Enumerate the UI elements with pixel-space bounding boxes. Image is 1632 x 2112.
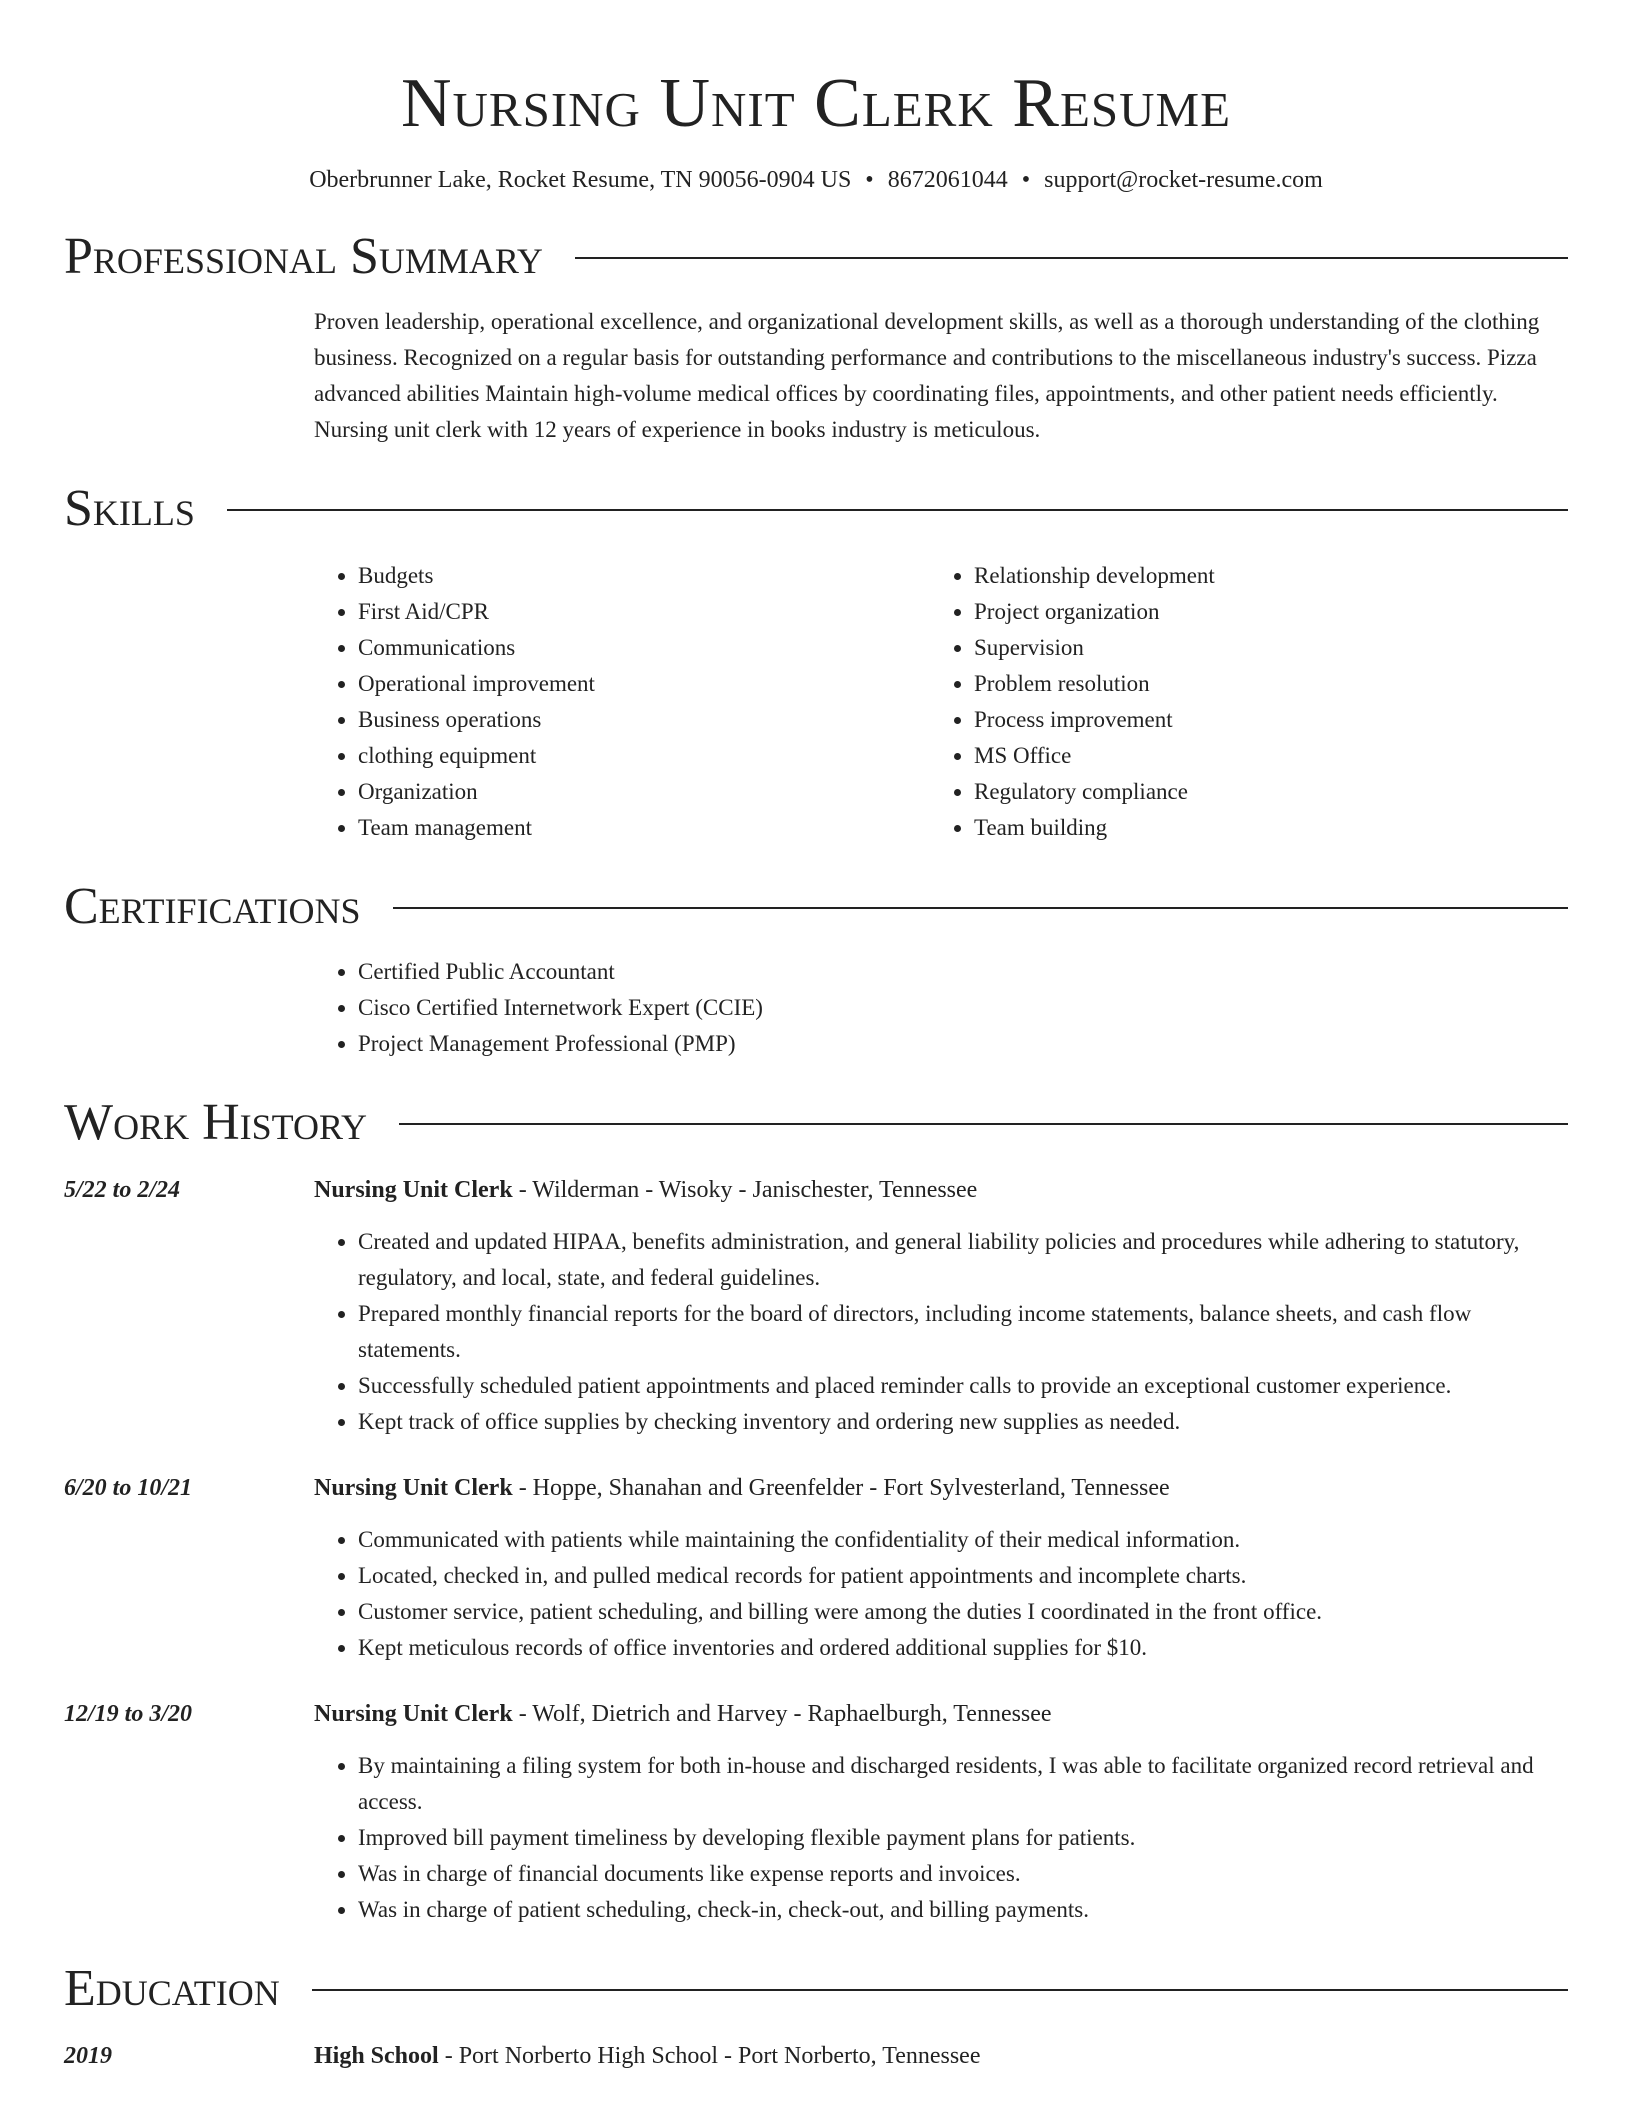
skill-item: • Team building (974, 810, 1546, 846)
certifications-list (314, 954, 1568, 1062)
certifications-bullets (314, 954, 1568, 1062)
certification-item: • Certified Public Accountant (358, 954, 1568, 990)
skill-item: • Process improvement (974, 702, 1546, 738)
education-year: 2019 (64, 2043, 112, 2069)
section-divider (575, 257, 1568, 259)
section-divider (227, 509, 1568, 511)
skill-item: • Budgets (358, 558, 930, 594)
certifications-section-header (64, 872, 1568, 942)
skill-item: • First Aid/CPR (358, 594, 930, 630)
job-title-line (314, 1172, 1568, 1208)
summary-text: Proven leadership, operational excellence, and organizational development skills, as well as a thorough understanding of the clothing business. Recognized on a regular basis for outstanding performance and contributions to the miscellaneous industry's success. Pizza advanced abilities Maintain high-volume medical offices by coordinating files, appointments, and other patient needs efficiently. Nursing unit clerk with 12 years of experience in books industry is meticulous. (314, 309, 1540, 442)
job-dates: 12/19 to 3/20 (64, 1701, 193, 1727)
skills-list (314, 558, 1568, 846)
job-bullet: • Kept track of office supplies by checking inventory and ordering new supplies as needed. (358, 1404, 1568, 1440)
summary-section-header (64, 222, 1568, 292)
skill-item: • Team management (358, 810, 930, 846)
job-bullet: • Prepared monthly financial reports for the board of directors, including income statements, balance sheets, and cash flow statements. (358, 1296, 1568, 1368)
job-bullets (314, 1522, 1568, 1666)
education-heading: Education (64, 1960, 280, 2017)
skill-item: • Supervision (974, 630, 1546, 666)
skill-item: • Communications (358, 630, 930, 666)
skill-item: • Organization (358, 774, 930, 810)
education-section-header (64, 1954, 1568, 2024)
job-bullet: • Communicated with patients while maintaining the confidentiality of their medical information. (358, 1522, 1568, 1558)
contact-email: support@rocket-resume.com (1044, 167, 1323, 193)
job-title-line (314, 1470, 1568, 1506)
job-bullet: • Kept meticulous records of office inventories and ordered additional supplies for $10. (358, 1630, 1568, 1666)
skill-item: • clothing equipment (358, 738, 930, 774)
job-bullet: • Created and updated HIPAA, benefits administration, and general liability policies and procedures while adhering to statutory, regulatory, and local, state, and federal guidelines. (358, 1224, 1568, 1296)
job-bullet: • Customer service, patient scheduling, and billing were among the duties I coordinated in the front office. (358, 1594, 1568, 1630)
job-bullet: • Improved bill payment timeliness by developing flexible payment plans for patients. (358, 1820, 1568, 1856)
job-employer: - Wolf, Dietrich and Harvey - Raphaelburgh, Tennessee (512, 1701, 1052, 1727)
section-divider (312, 1989, 1568, 1991)
job-bullet: • Successfully scheduled patient appointments and placed reminder calls to provide an exceptional customer experience. (358, 1368, 1568, 1404)
skill-item: • MS Office (974, 738, 1546, 774)
education-degree: High School (314, 2043, 439, 2069)
skill-item: • Problem resolution (974, 666, 1546, 702)
job-title: Nursing Unit Clerk (314, 1701, 513, 1727)
resume-title: Nursing Unit Clerk Resume (400, 65, 1232, 142)
skills-section-header (64, 474, 1568, 544)
education-title-line (314, 2038, 1568, 2074)
skills-heading: Skills (64, 480, 195, 537)
job-entry (64, 1172, 1568, 1440)
job-title: Nursing Unit Clerk (314, 1177, 513, 1203)
work-history-section-header (64, 1088, 1568, 1158)
job-bullet: • Was in charge of financial documents like expense reports and invoices. (358, 1856, 1568, 1892)
job-content (314, 1696, 1568, 1928)
job-bullets (314, 1224, 1568, 1440)
section-divider (399, 1123, 1568, 1125)
skill-item: • Relationship development (974, 558, 1546, 594)
job-bullet: • Was in charge of patient scheduling, check-in, check-out, and billing payments. (358, 1892, 1568, 1928)
education-entry (64, 2038, 1568, 2090)
job-dates: 5/22 to 2/24 (64, 1177, 181, 1203)
work-history-heading: Work History (64, 1094, 368, 1151)
job-employer: - Wilderman - Wisoky - Janischester, Tennessee (512, 1177, 978, 1203)
job-content (314, 1172, 1568, 1440)
education-content (314, 2038, 1568, 2090)
job-content (314, 1470, 1568, 1666)
skill-item: • Regulatory compliance (974, 774, 1546, 810)
skills-column-right (930, 558, 1546, 846)
summary-heading: Professional Summary (64, 228, 543, 285)
job-entry (64, 1696, 1568, 1928)
contact-address: Oberbrunner Lake, Rocket Resume, TN 90056-0904 US (309, 167, 852, 193)
job-employer: - Hoppe, Shanahan and Greenfelder - Fort Sylvesterland, Tennessee (512, 1475, 1170, 1501)
certification-item: • Project Management Professional (PMP) (358, 1026, 1568, 1062)
certification-item: • Cisco Certified Internetwork Expert (CCIE) (358, 990, 1568, 1026)
contact-phone: 8672061044 (887, 167, 1008, 193)
job-title-line (314, 1696, 1568, 1732)
education-school: - Port Norberto High School - Port Norberto, Tennessee (438, 2043, 981, 2069)
skill-item: • Project organization (974, 594, 1546, 630)
job-dates: 6/20 to 10/21 (64, 1475, 193, 1501)
job-title: Nursing Unit Clerk (314, 1475, 513, 1501)
contact-separator: • (865, 167, 874, 193)
certifications-heading: Certifications (64, 878, 361, 935)
skills-column-left (314, 558, 930, 846)
contact-line (64, 164, 1568, 196)
skill-item: • Business operations (358, 702, 930, 738)
job-entry (64, 1470, 1568, 1666)
contact-separator: • (1021, 167, 1031, 193)
section-divider (393, 907, 1568, 909)
job-bullet: • Located, checked in, and pulled medical records for patient appointments and incomplete charts. (358, 1558, 1568, 1594)
skill-item: • Operational improvement (358, 666, 930, 702)
job-bullets (314, 1748, 1568, 1928)
job-bullet: • By maintaining a filing system for both in-house and discharged residents, I was able to facilitate organized record retrieval and access. (358, 1748, 1568, 1820)
